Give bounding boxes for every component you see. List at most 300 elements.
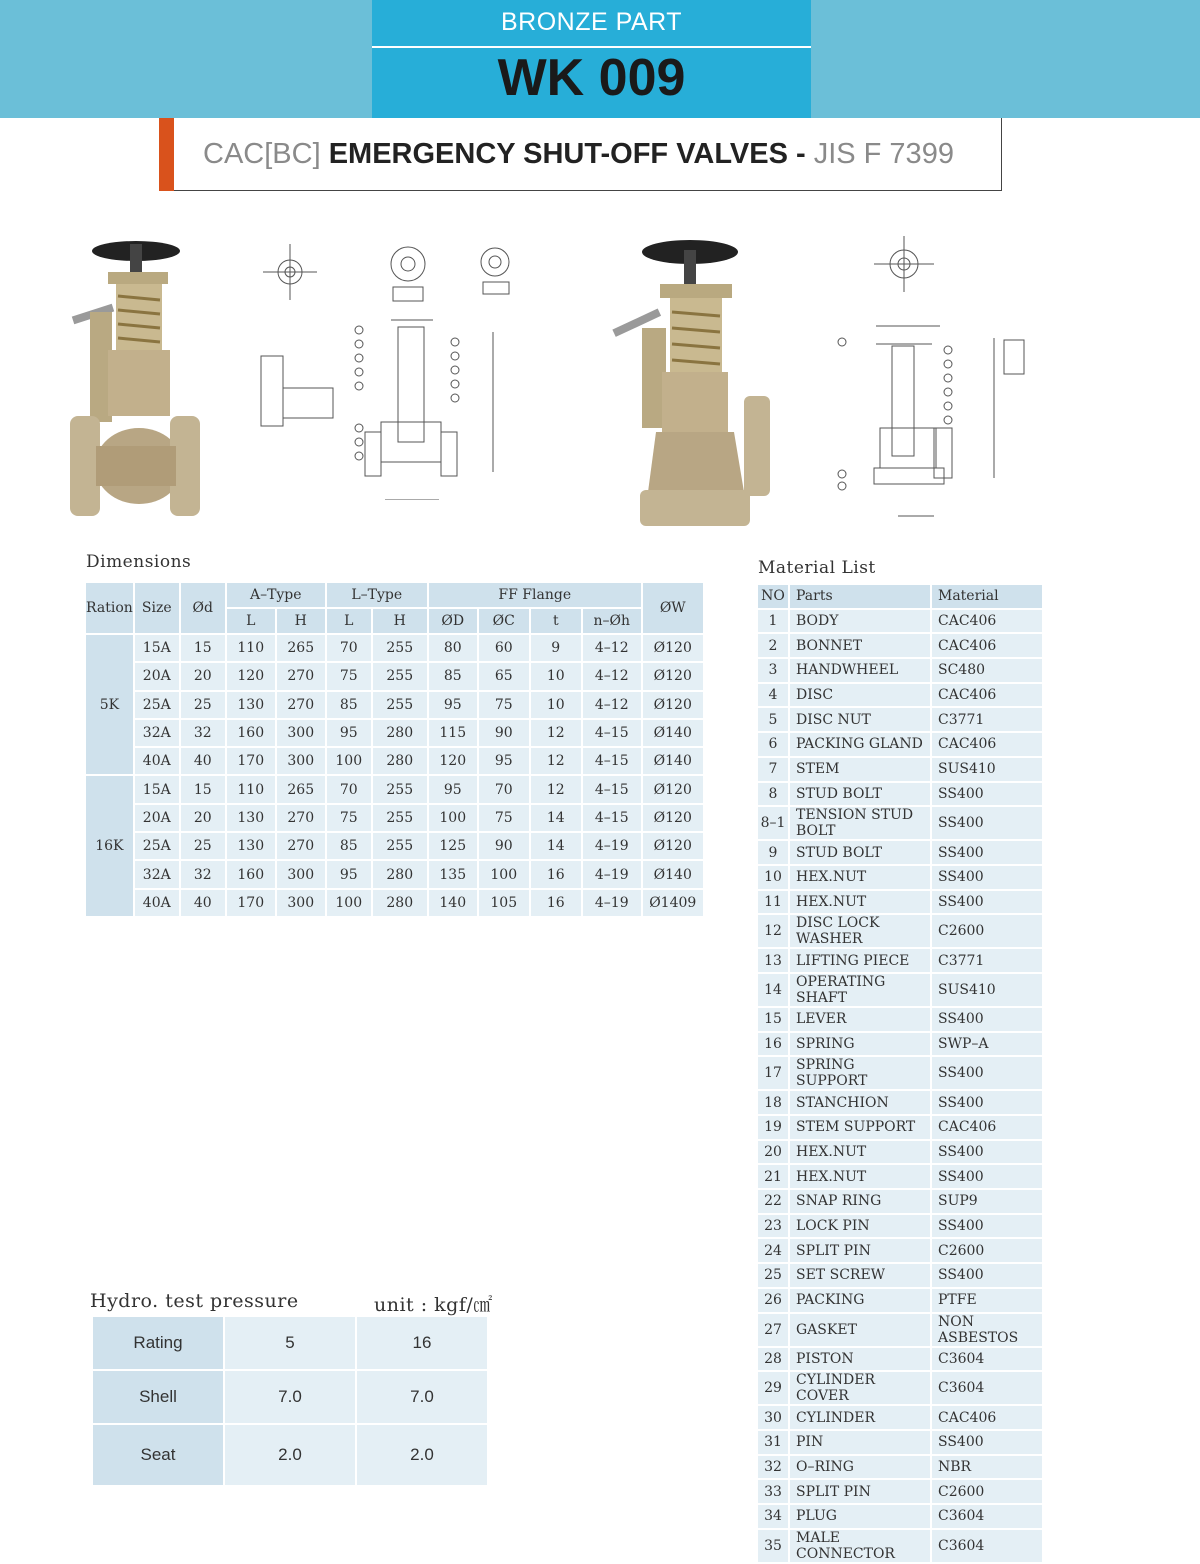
product-code: WK 009 [497, 49, 686, 107]
mat-part-cell: PACKING [790, 1289, 930, 1312]
mat-material-cell: CAC406 [932, 1406, 1042, 1429]
dim-cell: 135 [429, 861, 477, 887]
dim-cell: 4–15 [583, 805, 641, 831]
dim-cell: 40A [135, 890, 179, 916]
mat-part-cell: CYLINDER [790, 1406, 930, 1429]
dim-cell: Ø120 [643, 805, 703, 831]
dim-cell: 75 [479, 805, 529, 831]
mat-part-cell: TENSION STUD BOLT [790, 807, 930, 839]
col-ration: Ration [86, 583, 133, 633]
material-body [758, 585, 1042, 1562]
material-row [758, 1141, 1042, 1164]
dim-cell: 75 [327, 805, 371, 831]
mat-part-cell: PLUG [790, 1505, 930, 1528]
col-flange-oc: ØC [479, 609, 529, 633]
mat-no-cell: 28 [758, 1348, 788, 1371]
dim-cell: 32A [135, 720, 179, 746]
dim-cell: 4–15 [583, 776, 641, 802]
mat-no-cell: 16 [758, 1033, 788, 1056]
header-box [372, 0, 811, 118]
material-list-label: Material List [758, 558, 876, 578]
mat-no-cell: 1 [758, 610, 788, 633]
dim-cell: 65 [479, 663, 529, 689]
dim-cell: 60 [479, 635, 529, 661]
hydro-body [93, 1317, 487, 1485]
material-row [758, 1314, 1042, 1346]
col-l-l: L [327, 609, 371, 633]
dim-cell: 32 [181, 720, 225, 746]
mat-part-cell: HEX.NUT [790, 1165, 930, 1188]
mat-material-cell: SS400 [932, 807, 1042, 839]
mat-no-cell: 8 [758, 783, 788, 806]
hydro-label: Hydro. test pressure [90, 1290, 299, 1312]
dim-cell: 265 [277, 635, 325, 661]
mat-material-cell: C2600 [932, 915, 1042, 947]
mat-material-cell: C3604 [932, 1530, 1042, 1562]
mat-part-cell: SPLIT PIN [790, 1239, 930, 1262]
mat-no-cell: 26 [758, 1289, 788, 1312]
mat-material-cell: SS400 [932, 1057, 1042, 1089]
dim-cell: 130 [227, 833, 275, 859]
dim-cell: Ø140 [643, 861, 703, 887]
mat-part-cell: STEM [790, 758, 930, 781]
title-standard: JIS F 7399 [813, 138, 954, 170]
mat-part-cell: LIFTING PIECE [790, 949, 930, 972]
dim-cell: 15 [181, 635, 225, 661]
mat-material-cell: SS400 [932, 1008, 1042, 1031]
mat-material-cell: SS400 [932, 891, 1042, 914]
mat-no-cell: 4 [758, 684, 788, 707]
dim-cell: Ø120 [643, 663, 703, 689]
mat-part-cell: LOCK PIN [790, 1215, 930, 1238]
dim-cell: 270 [277, 692, 325, 718]
drawing-a-type [253, 232, 543, 500]
mat-part-cell: DISC [790, 684, 930, 707]
dim-cell: 100 [479, 861, 529, 887]
mat-part-cell: CYLINDER COVER [790, 1372, 930, 1404]
dim-cell: 25A [135, 692, 179, 718]
hydro-label-cell: Rating [93, 1317, 223, 1369]
table-row [86, 861, 703, 887]
dim-cell: 270 [277, 833, 325, 859]
material-row [758, 841, 1042, 864]
dim-cell: 125 [429, 833, 477, 859]
material-table [756, 583, 1044, 1564]
dim-cell: 4–19 [583, 890, 641, 916]
dim-cell: Ø120 [643, 692, 703, 718]
col-a-type: A–Type [227, 583, 325, 607]
dim-cell: 300 [277, 861, 325, 887]
dim-cell: 4–12 [583, 692, 641, 718]
dim-cell: 110 [227, 635, 275, 661]
dim-cell: 280 [373, 861, 427, 887]
dimensions-body [86, 635, 703, 916]
dimensions-table [84, 581, 705, 918]
dim-cell: 105 [479, 890, 529, 916]
dim-cell: 130 [227, 805, 275, 831]
material-row [758, 1239, 1042, 1262]
dim-cell: 20 [181, 663, 225, 689]
material-row [758, 783, 1042, 806]
dim-cell: 40 [181, 890, 225, 916]
table-row [86, 663, 703, 689]
dim-cell: 25 [181, 692, 225, 718]
dim-cell: 32 [181, 861, 225, 887]
dim-header-row-1 [86, 583, 703, 607]
mat-part-cell: STANCHION [790, 1091, 930, 1114]
dim-cell: 95 [479, 748, 529, 774]
rating-cell: 5K [86, 635, 133, 774]
table-row [86, 692, 703, 718]
dim-cell: 80 [429, 635, 477, 661]
mat-material-cell: C2600 [932, 1480, 1042, 1503]
mat-material-cell: SS400 [932, 783, 1042, 806]
col-size: Size [135, 583, 179, 633]
table-row [86, 805, 703, 831]
mat-material-cell: SS400 [932, 1215, 1042, 1238]
mat-material-cell: C3604 [932, 1505, 1042, 1528]
dim-cell: 255 [373, 833, 427, 859]
material-row [758, 1033, 1042, 1056]
mat-no-cell: 8–1 [758, 807, 788, 839]
dim-cell: 9 [531, 635, 581, 661]
dim-cell: 130 [227, 692, 275, 718]
mat-part-cell: SPLIT PIN [790, 1480, 930, 1503]
accent-bar [159, 118, 174, 191]
hydro-value-cell: 7.0 [225, 1371, 355, 1423]
dim-cell: 140 [429, 890, 477, 916]
valve-photo-angle [604, 232, 776, 532]
dim-cell: 255 [373, 635, 427, 661]
dim-cell: 300 [277, 720, 325, 746]
mat-material-cell: NBR [932, 1456, 1042, 1479]
mat-material-cell: SS400 [932, 1431, 1042, 1454]
title-main: EMERGENCY SHUT-OFF VALVES [328, 138, 788, 170]
material-row [758, 807, 1042, 839]
dim-cell: 160 [227, 861, 275, 887]
material-row [758, 1505, 1042, 1528]
dim-cell: 255 [373, 776, 427, 802]
hydro-value-cell: 7.0 [357, 1371, 487, 1423]
dim-cell: 10 [531, 692, 581, 718]
category-label: BRONZE PART [501, 8, 682, 36]
mat-material-cell: C3771 [932, 708, 1042, 731]
col-ow: ØW [643, 583, 703, 633]
title-box [159, 118, 1002, 191]
mat-part-cell: LEVER [790, 1008, 930, 1031]
material-row [758, 708, 1042, 731]
material-row [758, 1008, 1042, 1031]
table-row [86, 776, 703, 802]
hydro-row [93, 1425, 487, 1485]
dim-cell: 95 [429, 692, 477, 718]
dim-cell: 300 [277, 748, 325, 774]
mat-no-cell: 34 [758, 1505, 788, 1528]
dim-cell: 40 [181, 748, 225, 774]
dim-cell: 170 [227, 748, 275, 774]
mat-no-cell: 17 [758, 1057, 788, 1089]
mat-material-cell: SC480 [932, 659, 1042, 682]
dim-cell: 110 [227, 776, 275, 802]
dim-cell: 280 [373, 748, 427, 774]
table-row [86, 833, 703, 859]
dim-cell: 280 [373, 720, 427, 746]
mat-material-cell: NON ASBESTOS [932, 1314, 1042, 1346]
dim-cell: 100 [429, 805, 477, 831]
mat-col-parts: Parts [790, 585, 930, 608]
dim-cell: 70 [479, 776, 529, 802]
dim-cell: 75 [479, 692, 529, 718]
material-row [758, 1116, 1042, 1139]
mat-no-cell: 18 [758, 1091, 788, 1114]
dim-cell: 270 [277, 805, 325, 831]
dim-cell: 255 [373, 692, 427, 718]
mat-part-cell: STUD BOLT [790, 841, 930, 864]
drawing-l-type [834, 228, 1028, 520]
mat-material-cell: SUP9 [932, 1190, 1042, 1213]
mat-no-cell: 14 [758, 974, 788, 1006]
table-row [86, 720, 703, 746]
dim-cell: 16 [531, 861, 581, 887]
mat-material-cell: SS400 [932, 1141, 1042, 1164]
dim-cell: 70 [327, 776, 371, 802]
mat-part-cell: PISTON [790, 1348, 930, 1371]
mat-part-cell: STUD BOLT [790, 783, 930, 806]
mat-no-cell: 35 [758, 1530, 788, 1562]
material-row [758, 659, 1042, 682]
mat-no-cell: 27 [758, 1314, 788, 1346]
material-row [758, 1372, 1042, 1404]
mat-no-cell: 30 [758, 1406, 788, 1429]
table-row [86, 890, 703, 916]
mat-part-cell: MALE CONNECTOR [790, 1530, 930, 1562]
dim-cell: Ø140 [643, 748, 703, 774]
dim-cell: 85 [327, 692, 371, 718]
dim-cell: 20A [135, 663, 179, 689]
material-row [758, 891, 1042, 914]
material-row [758, 1091, 1042, 1114]
material-row [758, 1215, 1042, 1238]
mat-part-cell: PACKING GLAND [790, 733, 930, 756]
mat-no-cell: 33 [758, 1480, 788, 1503]
hydro-table [91, 1315, 489, 1487]
hydro-row [93, 1371, 487, 1423]
mat-no-cell: 21 [758, 1165, 788, 1188]
mat-no-cell: 31 [758, 1431, 788, 1454]
mat-no-cell: 25 [758, 1264, 788, 1287]
dim-cell: 265 [277, 776, 325, 802]
mat-part-cell: HEX.NUT [790, 866, 930, 889]
material-row [758, 949, 1042, 972]
dim-cell: Ø120 [643, 635, 703, 661]
mat-part-cell: BODY [790, 610, 930, 633]
mat-part-cell: STEM SUPPORT [790, 1116, 930, 1139]
hydro-row [93, 1317, 487, 1369]
mat-part-cell: OPERATING SHAFT [790, 974, 930, 1006]
mat-material-cell: CAC406 [932, 733, 1042, 756]
mat-no-cell: 11 [758, 891, 788, 914]
dim-cell: 10 [531, 663, 581, 689]
mat-col-no: NO [758, 585, 788, 608]
mat-material-cell: SUS410 [932, 974, 1042, 1006]
dim-cell: Ø140 [643, 720, 703, 746]
dim-cell: 4–15 [583, 748, 641, 774]
mat-no-cell: 19 [758, 1116, 788, 1139]
dim-cell: 115 [429, 720, 477, 746]
dim-cell: 25 [181, 833, 225, 859]
mat-no-cell: 9 [758, 841, 788, 864]
dim-cell: 4–19 [583, 833, 641, 859]
dim-cell: 255 [373, 805, 427, 831]
dim-cell: 4–12 [583, 635, 641, 661]
dim-cell: 100 [327, 748, 371, 774]
mat-part-cell: BONNET [790, 634, 930, 657]
mat-no-cell: 32 [758, 1456, 788, 1479]
rating-cell: 16K [86, 776, 133, 915]
dim-cell: 4–15 [583, 720, 641, 746]
mat-material-cell: CAC406 [932, 1116, 1042, 1139]
mat-no-cell: 23 [758, 1215, 788, 1238]
mat-material-cell: PTFE [932, 1289, 1042, 1312]
dim-cell: 20 [181, 805, 225, 831]
col-l-h: H [373, 609, 427, 633]
dim-cell: 280 [373, 890, 427, 916]
mat-part-cell: SPRING SUPPORT [790, 1057, 930, 1089]
mat-part-cell: HEX.NUT [790, 1141, 930, 1164]
mat-no-cell: 29 [758, 1372, 788, 1404]
material-row [758, 610, 1042, 633]
material-header-row [758, 585, 1042, 608]
dim-cell: 15A [135, 776, 179, 802]
material-row [758, 1165, 1042, 1188]
mat-no-cell: 15 [758, 1008, 788, 1031]
dim-cell: 95 [327, 720, 371, 746]
hydro-label-cell: Seat [93, 1425, 223, 1485]
dimensions-label: Dimensions [86, 552, 192, 572]
material-row [758, 1406, 1042, 1429]
material-row [758, 1348, 1042, 1371]
mat-material-cell: C3771 [932, 949, 1042, 972]
mat-part-cell: PIN [790, 1431, 930, 1454]
mat-no-cell: 2 [758, 634, 788, 657]
dim-cell: 75 [327, 663, 371, 689]
dim-cell: 20A [135, 805, 179, 831]
mat-part-cell: DISC LOCK WASHER [790, 915, 930, 947]
mat-no-cell: 6 [758, 733, 788, 756]
dim-cell: 255 [373, 663, 427, 689]
dim-cell: 12 [531, 748, 581, 774]
material-row [758, 915, 1042, 947]
dim-cell: 16 [531, 890, 581, 916]
mat-material-cell: SUS410 [932, 758, 1042, 781]
col-a-h: H [277, 609, 325, 633]
material-row [758, 733, 1042, 756]
mat-part-cell: DISC NUT [790, 708, 930, 731]
dim-cell: 40A [135, 748, 179, 774]
mat-part-cell: SET SCREW [790, 1264, 930, 1287]
table-row [86, 748, 703, 774]
dim-cell: 14 [531, 833, 581, 859]
dim-cell: 32A [135, 861, 179, 887]
mat-material-cell: C2600 [932, 1239, 1042, 1262]
col-l-type: L–Type [327, 583, 427, 607]
mat-no-cell: 22 [758, 1190, 788, 1213]
dim-cell: 170 [227, 890, 275, 916]
dim-cell: 15A [135, 635, 179, 661]
mat-no-cell: 10 [758, 866, 788, 889]
dim-cell: 14 [531, 805, 581, 831]
material-row [758, 1530, 1042, 1562]
mat-part-cell: SPRING [790, 1033, 930, 1056]
col-od: Ød [181, 583, 225, 633]
material-row [758, 866, 1042, 889]
hydro-value-cell: 2.0 [357, 1425, 487, 1485]
material-row [758, 1057, 1042, 1089]
material-row [758, 634, 1042, 657]
material-row [758, 1289, 1042, 1312]
material-row [758, 974, 1042, 1006]
mat-part-cell: HANDWHEEL [790, 659, 930, 682]
material-row [758, 1456, 1042, 1479]
dim-cell: 12 [531, 776, 581, 802]
mat-col-material: Material [932, 585, 1042, 608]
material-row [758, 758, 1042, 781]
dim-cell: 12 [531, 720, 581, 746]
mat-no-cell: 24 [758, 1239, 788, 1262]
dim-cell: 95 [327, 861, 371, 887]
mat-no-cell: 5 [758, 708, 788, 731]
col-flange-od: ØD [429, 609, 477, 633]
hydro-label-cell: Shell [93, 1371, 223, 1423]
dim-cell: 120 [227, 663, 275, 689]
mat-no-cell: 3 [758, 659, 788, 682]
mat-part-cell: O–RING [790, 1456, 930, 1479]
mat-no-cell: 20 [758, 1141, 788, 1164]
dim-cell: 95 [429, 776, 477, 802]
mat-material-cell: SS400 [932, 1165, 1042, 1188]
mat-no-cell: 12 [758, 915, 788, 947]
hydro-unit: unit : kgf/㎠ [374, 1294, 493, 1316]
dim-cell: 90 [479, 720, 529, 746]
mat-material-cell: CAC406 [932, 684, 1042, 707]
material-row [758, 1264, 1042, 1287]
mat-material-cell: CAC406 [932, 610, 1042, 633]
dim-cell: 25A [135, 833, 179, 859]
mat-material-cell: SS400 [932, 841, 1042, 864]
dim-cell: 70 [327, 635, 371, 661]
mat-material-cell: SS400 [932, 1264, 1042, 1287]
dim-cell: 300 [277, 890, 325, 916]
title-sep: - [787, 138, 814, 170]
material-row [758, 684, 1042, 707]
dim-cell: 4–12 [583, 663, 641, 689]
title-prefix: CAC[BC] [203, 138, 321, 170]
dim-cell: 120 [429, 748, 477, 774]
material-row [758, 1431, 1042, 1454]
mat-material-cell: CAC406 [932, 634, 1042, 657]
dim-cell: 160 [227, 720, 275, 746]
col-flange-t: t [531, 609, 581, 633]
col-ff-flange: FF Flange [429, 583, 641, 607]
dim-cell: 90 [479, 833, 529, 859]
material-row [758, 1190, 1042, 1213]
hydro-value-cell: 5 [225, 1317, 355, 1369]
dim-cell: 85 [429, 663, 477, 689]
col-flange-nh: n–Øh [583, 609, 641, 633]
table-row [86, 635, 703, 661]
dim-cell: 15 [181, 776, 225, 802]
dim-cell: Ø120 [643, 776, 703, 802]
